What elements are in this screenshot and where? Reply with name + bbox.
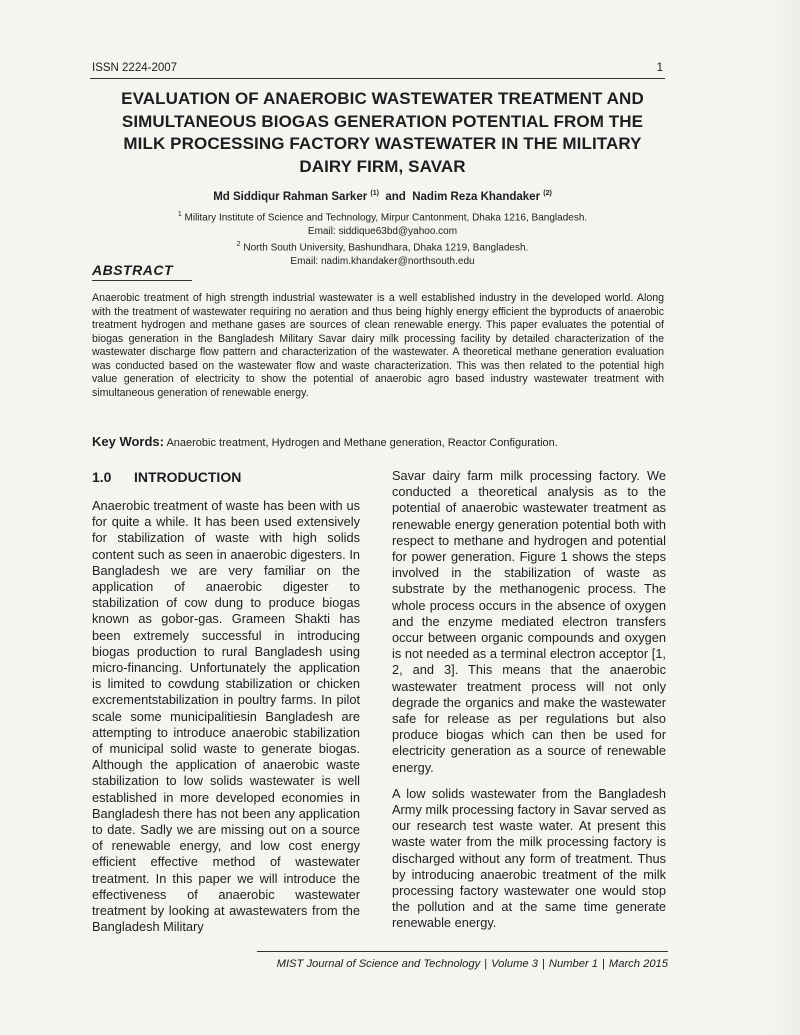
affiliation-email: Email: nadim.khandaker@northsouth.edu bbox=[290, 256, 475, 268]
body-paragraph: A low solids wastewater from the Bangladesh Army milk processing factory in Savar served as our research test waste water. At present this waste water from the milk processing factory is discharged without any form of treatment. Thus by introducing anaerobic treatment of the milk processing factory wastewater one would stop the pollution and at the same time generate renewable energy. bbox=[392, 785, 666, 931]
footer-separator: | bbox=[484, 958, 488, 970]
section-title: INTRODUCTION bbox=[134, 469, 242, 485]
author-mark: (2) bbox=[543, 190, 552, 197]
running-footer bbox=[277, 958, 668, 970]
affiliation-mark: 2 bbox=[236, 241, 241, 249]
keywords-text: Anaerobic treatment, Hydrogen and Methane generation, Reactor Configuration. bbox=[164, 437, 558, 449]
abstract-text: Anaerobic treatment of high strength industrial wastewater is a well established industry in the developed world. Along with the treatment of wastewater requiring no aeration and thus being highly energy efficient the byproducts of anaerobic treatment hydrogen and methane gases are sources of clean renewable energy. This paper evaluates the potential of biogas generation in the Bangladesh Military Savar dairy milk processing facility by detailed characterization of the wastewater discharge flow pattern and characterization of the wastewater. A theoretical methane generation evaluation was conducted based on the wastewater flow and waste characterization. This was then related to the potential high value generation of electricity to show the potential of anaerobic agro based industry wastewater treatment with simultaneous generation of renewable energy. bbox=[92, 292, 664, 399]
footer-separator: | bbox=[602, 958, 605, 970]
affiliation-line bbox=[80, 225, 685, 239]
journal-number: Number 1 bbox=[548, 958, 598, 970]
scan-edge-shadow bbox=[772, 0, 800, 1035]
body-paragraph: Savar dairy farm milk processing factory. We conducted a theoretical analysis as to the potential of anaerobic wastewater treatment as renewable energy generation potential both with respect to methane and hydrogen and potential for power generation. Figure 1 shows the steps involved in the stabilization of waste as substrate by the methanogenic process. The whole process occurs in the absence of oxygen and the enzyme mediated electron transfers occur between organic compounds and oxygen is not needed as a terminal electron acceptor [1, 2, and 3]. This means that the anaerobic wastewater treatment process will not only degrade the organics and make the wastewater safe for release as per regulations but also produce biogas which can then be used for electricity generation as a source of renewable energy. bbox=[392, 468, 666, 775]
journal-volume: Volume 3 bbox=[491, 958, 538, 970]
paper-title bbox=[80, 88, 685, 178]
title-line: MILK PROCESSING FACTORY WASTEWATER IN THE MILITARY bbox=[123, 134, 642, 153]
page-number: 1 bbox=[656, 62, 663, 74]
title-line: SIMULTANEOUS BIOGAS GENERATION POTENTIAL FROM THE bbox=[121, 111, 644, 131]
section-heading bbox=[92, 468, 360, 486]
affiliations bbox=[80, 208, 685, 269]
section-number: 1.0 bbox=[92, 469, 112, 485]
affiliation-email: Email: siddique63bd@yahoo.com bbox=[307, 225, 458, 237]
running-header bbox=[90, 60, 665, 79]
author-list bbox=[80, 186, 685, 205]
journal-date: March 2015 bbox=[608, 958, 668, 970]
author-mark: (1) bbox=[370, 190, 379, 197]
keywords bbox=[92, 434, 664, 451]
left-column bbox=[92, 468, 360, 945]
affiliation-line bbox=[80, 238, 685, 255]
body-paragraph: Anaerobic treatment of waste has been with us for quite a while. It has been used extensively for stabilization of waste with high solids content such as seen in anaerobic digesters. In Bangladesh we are very familiar on the application of anaerobic digester to stabilization of cow dung to produce biogas known as gobor-gas. Grameen Shakti has been extremely successful in introducing biogas production to rural Bangladesh using micro-financing. Unfortunately the application is limited to cowdung stabilization or chicken excrementstabilization in poultry farms. In pilot scale some municipalitiesin Bangladesh are attempting to introduce anaerobic stabilization of municipal solid waste to generate biogas. Although the application of anaerobic waste stabilization to low solids wastewater is well established in more developed economies in Bangladesh there has not been any application to date. Sadly we are missing out on a source of renewable energy, and low cost energy efficient effective method of wastewater treatment. In this paper we will introduce the effectiveness of anaerobic wastewater treatment by looking at awastewaters from the Bangladesh Military bbox=[92, 498, 360, 935]
keywords-label: Key Words: bbox=[92, 434, 164, 449]
author-conjunction: and bbox=[382, 190, 410, 203]
right-column bbox=[392, 468, 666, 942]
affiliation-mark: 1 bbox=[177, 211, 182, 218]
abstract-heading: ABSTRACT bbox=[92, 262, 173, 278]
affiliation-text: North South University, Bashundhara, Dhaka 1219, Bangladesh. bbox=[243, 242, 529, 254]
title-line: EVALUATION OF ANAEROBIC WASTEWATER TREATMENT AND bbox=[121, 89, 644, 108]
issn-label: ISSN 2224-2007 bbox=[92, 62, 178, 74]
affiliation-text: Military Institute of Science and Technology, Mirpur Cantonment, Dhaka 1216, Bangladesh. bbox=[184, 212, 588, 224]
footer-separator: | bbox=[541, 958, 545, 970]
journal-name: MIST Journal of Science and Technology bbox=[276, 958, 481, 970]
affiliation-line bbox=[80, 208, 685, 225]
author-name: Md Siddiqur Rahman Sarker bbox=[213, 190, 368, 203]
title-line: DAIRY FIRM, SAVAR bbox=[299, 156, 466, 176]
author-name: Nadim Reza Khandaker bbox=[412, 190, 541, 203]
